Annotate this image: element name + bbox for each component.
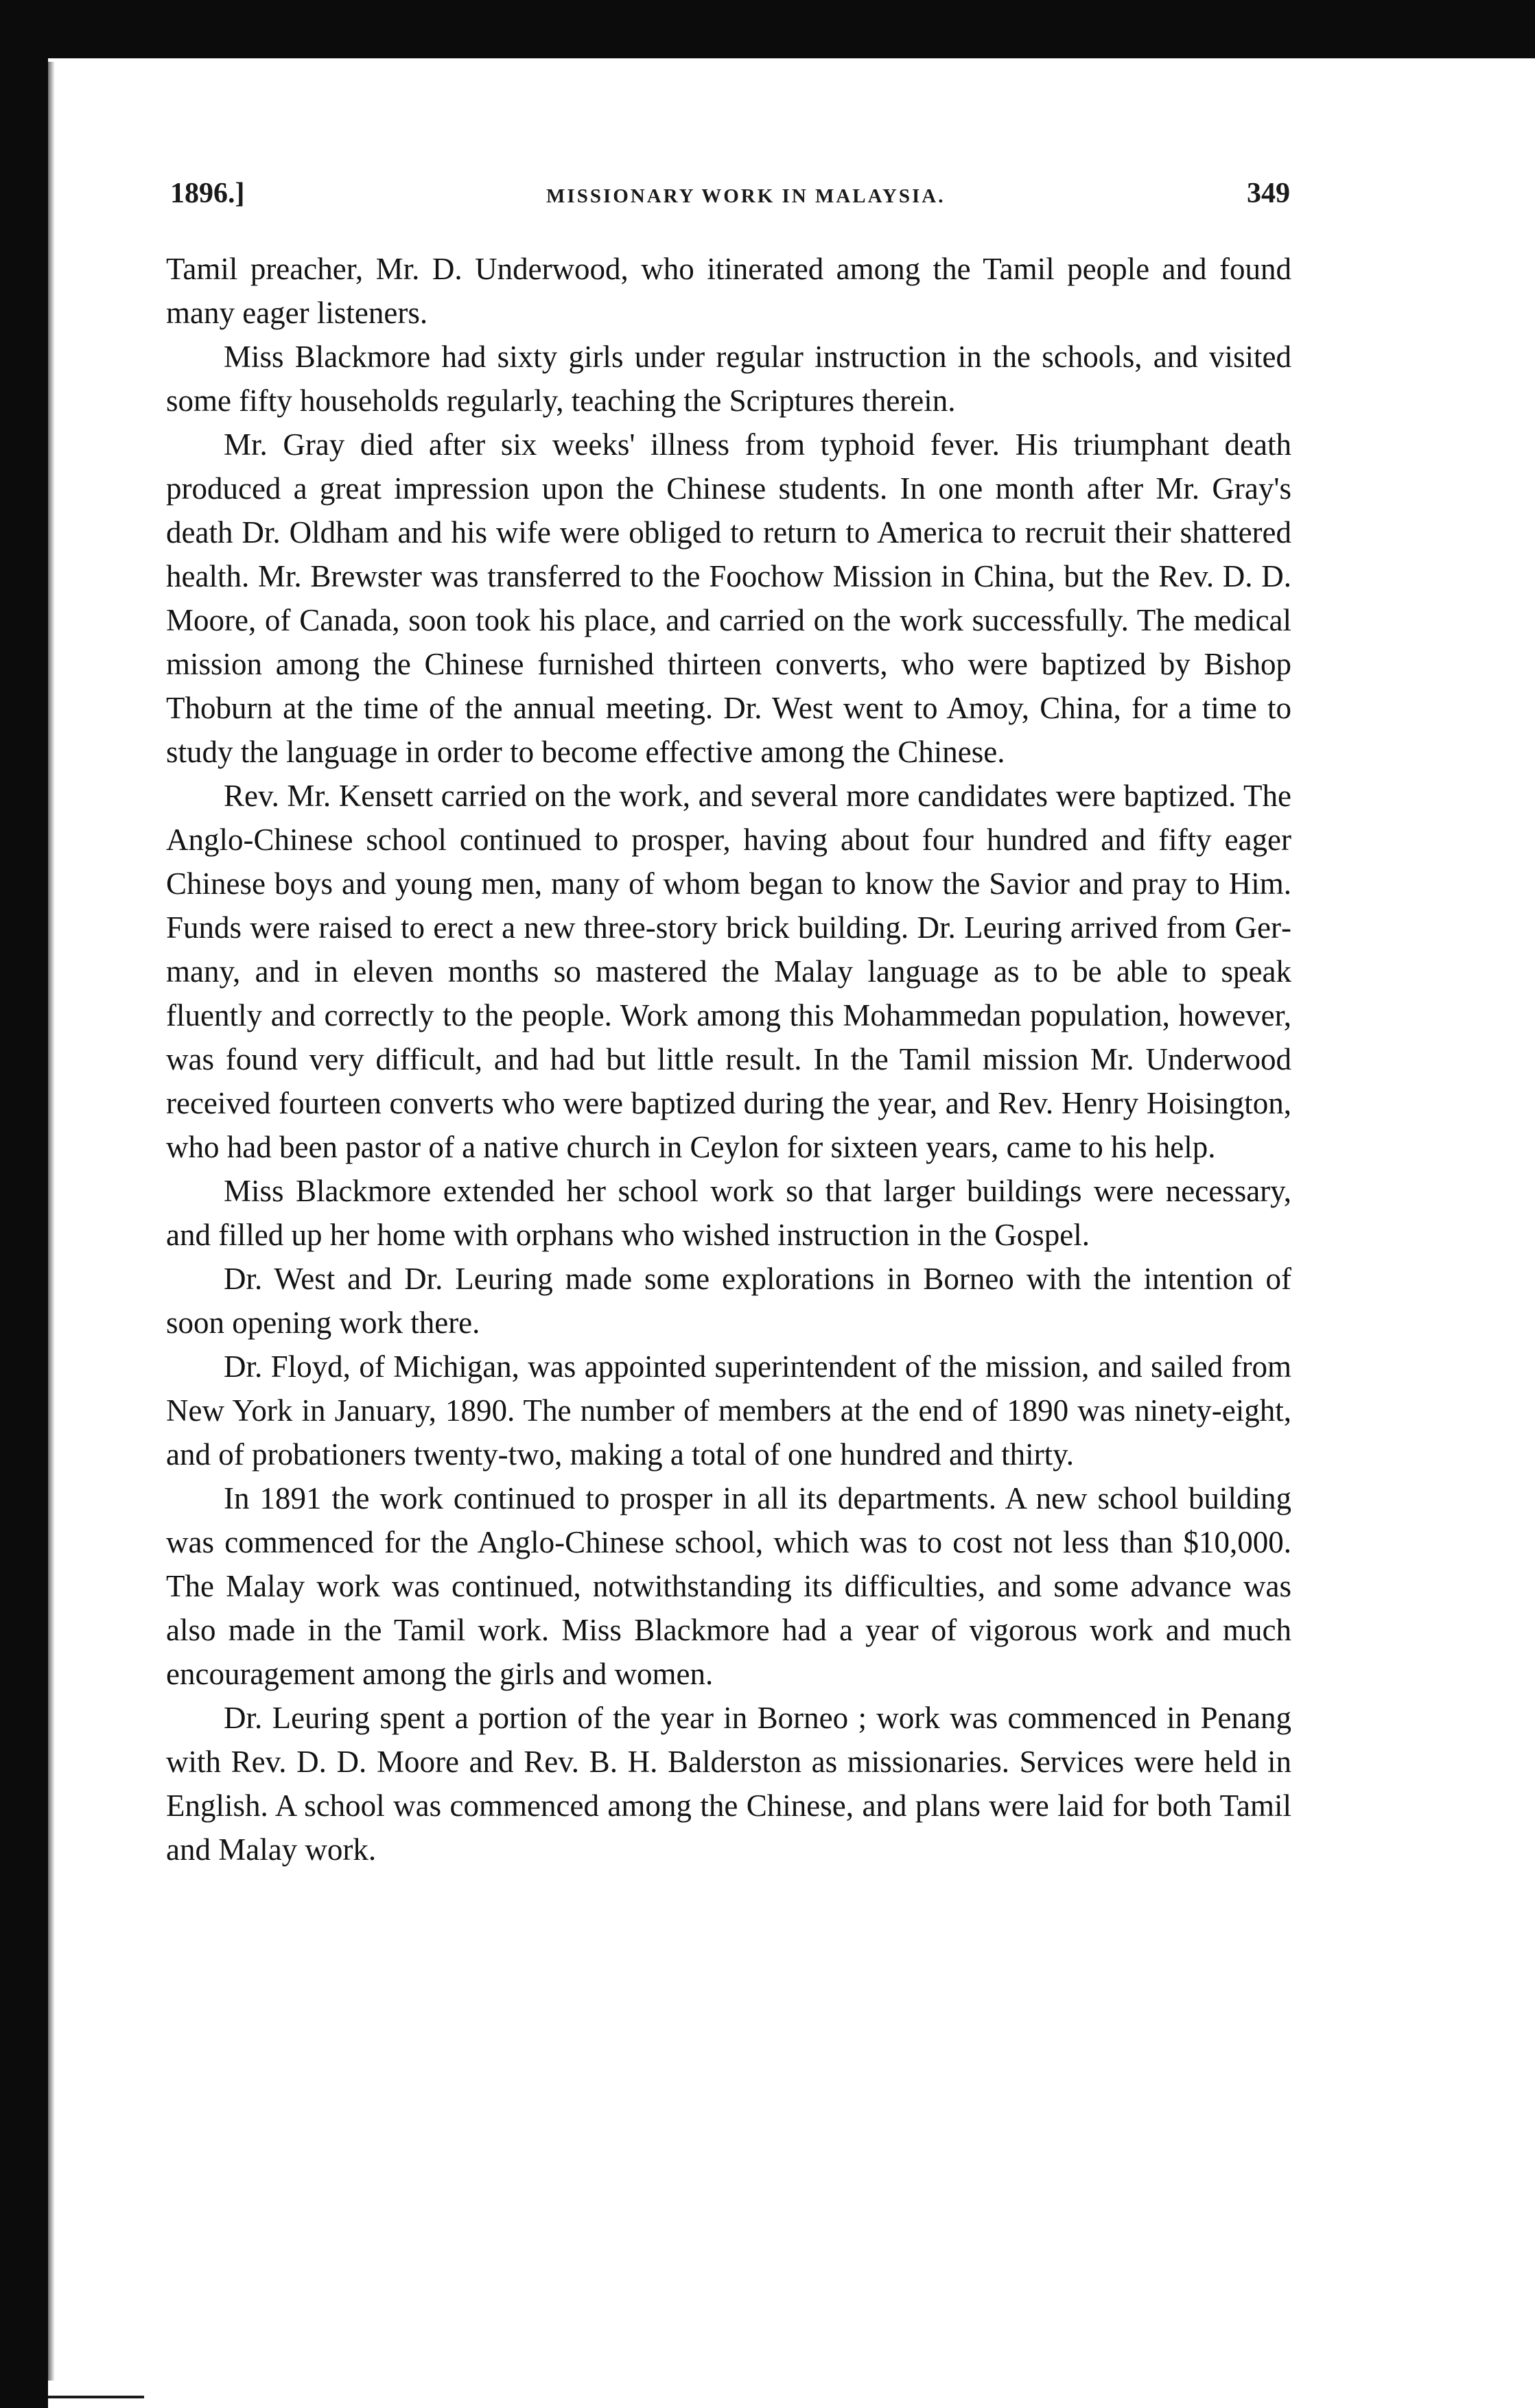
paragraph: Rev. Mr. Kensett carried on the work, and several more candidates were baptized. The Anglo-Chinese school continued to prosper, having about four hundred and fifty eager Chinese boys and young men, many of whom began to know the Savior and pray to Him. Funds were raised to erect a new three-story brick building. Dr. Leuring arrived from Germany, and in eleven months so mastered the Malay language as to be able to speak fluently and correctly to the people. Work among this Mohammedan population, however, was found very difficult, and had but little result. In the Tamil mission Mr. Underwood received fourteen converts who were baptized during the year, and Rev. Henry Hoisington, who had been pastor of a native church in Ceylon for sixteen years, came to his help. xyxy=(166,779,1291,1164)
body-text xyxy=(166,247,1291,1872)
scan-bottom-mark xyxy=(48,2396,144,2398)
page-number: 349 xyxy=(1247,178,1290,209)
scan-page-edge-shadow xyxy=(48,62,55,2381)
paragraph: Dr. Floyd, of Michigan, was appointed superintendent of the mission, and sailed from New York in January, 1890. The number of members at the end of 1890 was ninety-eight, and of probationers twenty-two, making a total of one hundred and thirty. xyxy=(166,1349,1291,1472)
paragraph: Mr. Gray died after six weeks' illness from typhoid fever. His triumphant death produced a great impression upon the Chinese students. In one month after Mr. Gray's death Dr. Oldham and his wife were obliged to return to America to recruit their shattered health. Mr. Brewster was transferred to the Foochow Mission in China, but the Rev. D. D. Moore, of Canada, soon took his place, and carried on the work successfully. The medical mission among the Chinese furnished thirteen converts, who were baptized by Bishop Thoburn at the time of the annual meeting. Dr. West went to Amoy, China, for a time to study the language in order to become effective among the Chinese. xyxy=(166,427,1291,769)
running-head-year: 1896.] xyxy=(170,178,245,209)
scan-border-left xyxy=(0,34,48,2408)
paragraph: In 1891 the work continued to prosper in all its departments. A new school building was commenced for the Anglo-Chinese school, which was to cost not less than $10,000. The Malay work was continued, notwithstanding its difficulties, and some advance was also made in the Tamil work. Miss Blackmore had a year of vigorous work and much encouragement among the girls and women. xyxy=(166,1481,1291,1691)
paragraph: Dr. West and Dr. Leuring made some explorations in Borneo with the intention of soon opening work there. xyxy=(166,1262,1291,1340)
running-head xyxy=(170,177,1290,218)
paragraph-continued: Tamil preacher, Mr. D. Underwood, who itinerated among the Tamil people and found many eager listeners. xyxy=(166,252,1291,330)
paragraph: Miss Blackmore extended her school work so that larger buildings were necessary, and filled up her home with orphans who wished instruction in the Gospel. xyxy=(166,1174,1291,1252)
paragraph: Miss Blackmore had sixty girls under regular instruction in the schools, and visited some fifty households regularly, teaching the Scriptures therein. xyxy=(166,340,1291,418)
scan-border-top xyxy=(0,0,1535,58)
running-head-title: MISSIONARY WORK IN MALAYSIA. xyxy=(546,185,946,207)
paragraph: Dr. Leuring spent a portion of the year in Borneo ; work was commenced in Penang with Rev. D. D. Moore and Rev. B. H. Balderston as missionaries. Services were held in English. A school was commenced among the Chinese, and plans were laid for both Tamil and Malay work. xyxy=(166,1701,1291,1867)
